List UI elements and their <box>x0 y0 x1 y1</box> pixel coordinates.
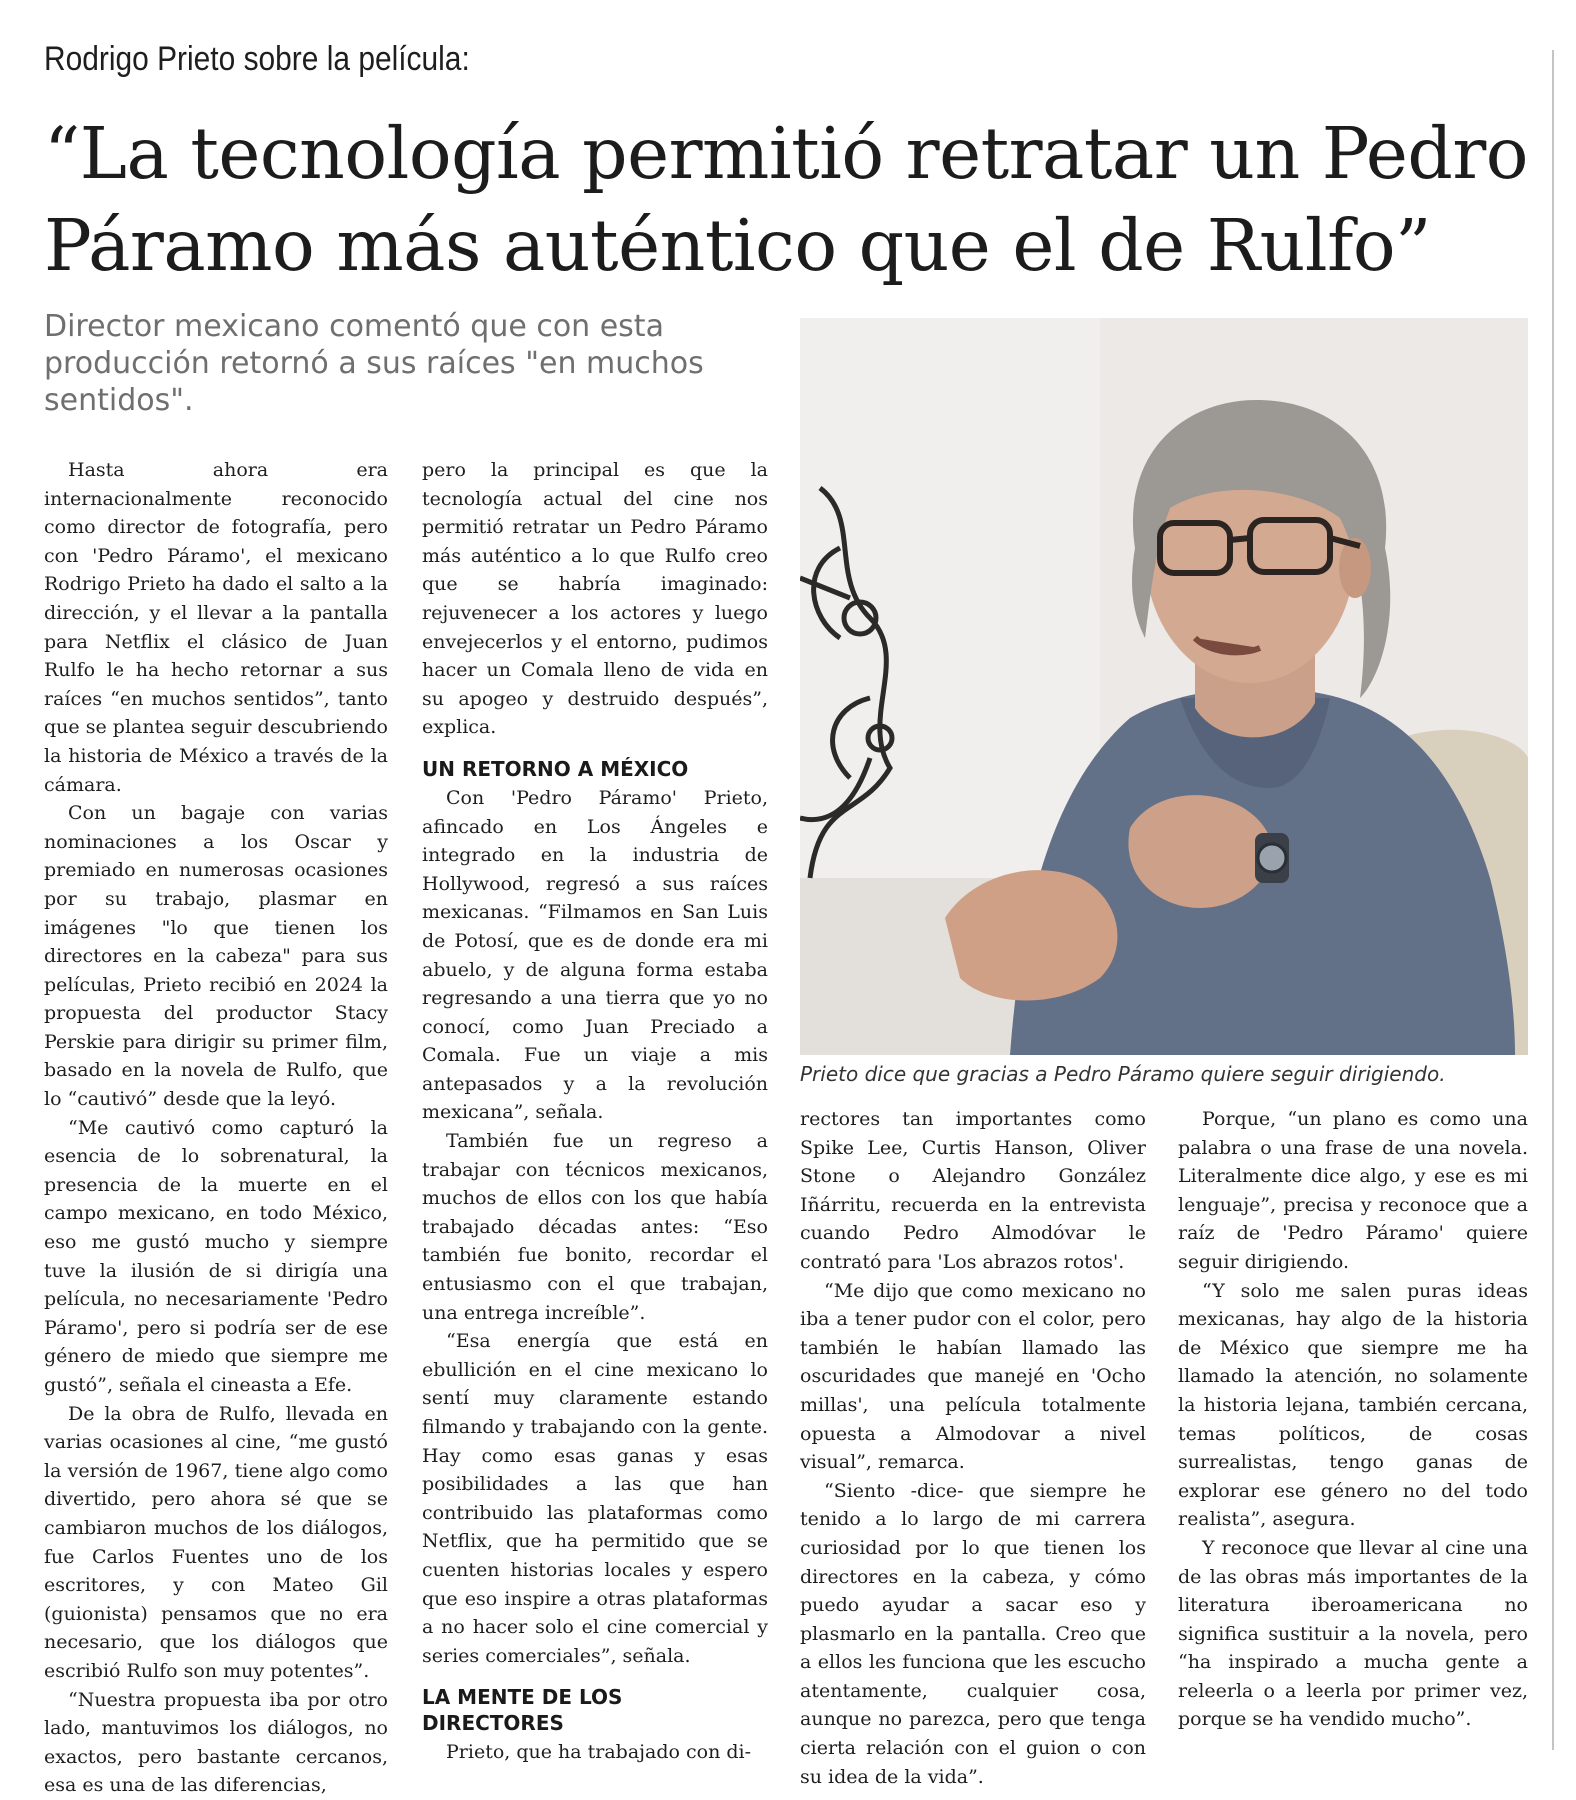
paragraph: “Nuestra propuesta iba por otro lado, mantuvimos los diálogos, no exactos, pero bastante cercanos, esa es una de las diferencias, <box>44 1688 388 1797</box>
paragraph: Porque, “un plano es como una palabra o una frase de una novela. Literalmente dice algo, y ese es mi lenguaje”, precisa y reconoce que a raíz de 'Pedro Páramo' quiere seguir dirigiendo. <box>1178 1108 1528 1273</box>
paragraph: “Y solo me salen puras ideas mexicanas, hay algo de la historia de México que siempre me ha llamado la atención, no solamente la historia lejana, también cercana, temas políticos, de cosas surrealistas, tengo ganas de explorar ese género no del todo realista”, asegura. <box>1178 1279 1528 1531</box>
paragraph: Y reconoce que llevar al cine una de las obras más importantes de la literatura iberoamericana no significa sustituir a la novela, pero “ha inspirado a mucha gente a releerla o a leerla por primer vez, porque se ha vendido mucho”. <box>1178 1536 1528 1731</box>
photo-caption: Prieto dice que gracias a Pedro Páramo quiere seguir dirigiendo. <box>800 1062 1446 1086</box>
right-column-rule <box>1552 50 1554 1750</box>
article-subhead: Director mexicano comentó que con esta producción retornó a sus raíces "en muchos sentidos". <box>44 309 704 418</box>
article-column-4 <box>1178 1105 1528 1734</box>
paragraph: “Me cautivó como capturó la esencia de lo sobrenatural, la presencia de la muerte en el campo mexicano, en todo México, eso me gustó mucho y siempre tuve la ilusión de si dirigía una película, no necesariamente 'Pedro Páramo', pero si podría ser de ese género de miedo que siempre me gustó”, señala el cineasta a Efe. <box>44 1116 388 1396</box>
paragraph: “Siento -dice- que siempre he tenido a lo largo de mi carrera curiosidad por lo que tienen los directores en la cabeza, y cómo puedo ayudar a sacar eso y plasmarlo en la pantalla. Creo que a ellos les funciona que les escucho atentamente, cualquier cosa, aunque no parezca, pero que tenga cierta relación con el guion o con su idea de la vida”. <box>800 1479 1146 1788</box>
paragraph: Con 'Pedro Páramo' Prieto, afincado en Los Ángeles e integrado en la industria de Hollywood, regresó a sus raíces mexicanas. “Filmamos en San Luis de Potosí, que es de donde era mi abuelo, y de alguna forma estaba regresando a una tierra que yo no conocí, como Juan Preciado a Comala. Fue un viaje a mis antepasados y a la revolución mexicana”, señala. <box>422 786 768 1124</box>
paragraph: “Esa energía que está en ebullición en el cine mexicano lo sentí muy claramente estando filmando y trabajando con la gente. Hay como esas ganas y esas posibilidades a las que han contribuido las plataformas como Netflix, que ha permitido que se cuenten historias locales y espero que eso inspire a otras plataformas a no hacer solo el cine comercial y series comerciales”, señala. <box>422 1330 768 1667</box>
article-column-3 <box>800 1105 1146 1791</box>
article-headline <box>44 108 1544 292</box>
headline-line-2: Páramo más auténtico que el de Rulfo” <box>44 204 1431 287</box>
article-kicker: Rodrigo Prieto sobre la película: <box>44 40 470 78</box>
section-heading: LA MENTE DE LOS DIRECTORES <box>422 1685 623 1736</box>
section-heading: UN RETORNO A MÉXICO <box>422 756 689 781</box>
paragraph: También fue un regreso a trabajar con técnicos mexicanos, muchos de ellos con los que había trabajado décadas antes: “Eso también fue bonito, recordar el entusiasmo con el que trabajan, una entrega increíble”. <box>422 1130 768 1324</box>
paragraph: “Me dijo que como mexicano no iba a tener pudor con el color, pero también le habían llamado las oscuridades que manejé en 'Ocho millas', una película totalmente opuesta a Almodovar a nivel visual”, remarca. <box>800 1279 1146 1474</box>
portrait-illustration <box>800 318 1528 1055</box>
paragraph: Hasta ahora era internacionalmente reconocido como director de fotografía, pero con 'Pedro Páramo', el mexicano Rodrigo Prieto ha dado el salto a la dirección, y el llevar a la pantalla para Netflix el clásico de Juan Rulfo le ha hecho retornar a sus raíces “en muchos sentidos”, tanto que se plantea seguir descubriendo la historia de México a través de la cámara. <box>44 459 388 796</box>
paragraph: pero la principal es que la tecnología actual del cine nos permitió retratar un Pedro Páramo más auténtico a lo que Rulfo creo que se habría imaginado: rejuvenecer a los actores y luego envejecerlos y el entorno, pudimos hacer un Comala lleno de vida en su apogeo y destruido después”, explica. <box>422 459 768 739</box>
article-column-1 <box>44 456 388 1800</box>
article-column-2 <box>422 456 768 1767</box>
paragraph: Con un bagaje con varias nominaciones a los Oscar y premiado en numerosas ocasiones por su trabajo, plasmar en imágenes "lo que tienen los directores en la cabeza" para sus películas, Prieto recibió en 2024 la propuesta del productor Stacy Perskie para dirigir su primer film, basado en la novela de Rulfo, que lo “cautivó” desde que la leyó. <box>44 802 388 1111</box>
wristwatch-icon <box>1255 833 1289 883</box>
paragraph: rectores tan importantes como Spike Lee, Curtis Hanson, Oliver Stone o Alejandro González Iñárritu, recuerda en la entrevista cuando Pedro Almodóvar le contrató para 'Los abrazos rotos'. <box>800 1108 1146 1273</box>
paragraph: De la obra de Rulfo, llevada en varias ocasiones al cine, “me gustó la versión de 1967, tiene algo como divertido, pero ahora sé que se cambiaron muchos de los diálogos, fue Carlos Fuentes uno de los escritores, y con Mateo Gil (guionista) pensamos que no era necesario, que los diálogos que escribió Rulfo son muy potentes”. <box>44 1402 388 1682</box>
headline-line-1: “La tecnología permitió retratar un Pedro <box>44 112 1529 195</box>
paragraph: Prieto, que ha trabajado con di- <box>446 1741 752 1764</box>
article-photo <box>800 318 1528 1055</box>
